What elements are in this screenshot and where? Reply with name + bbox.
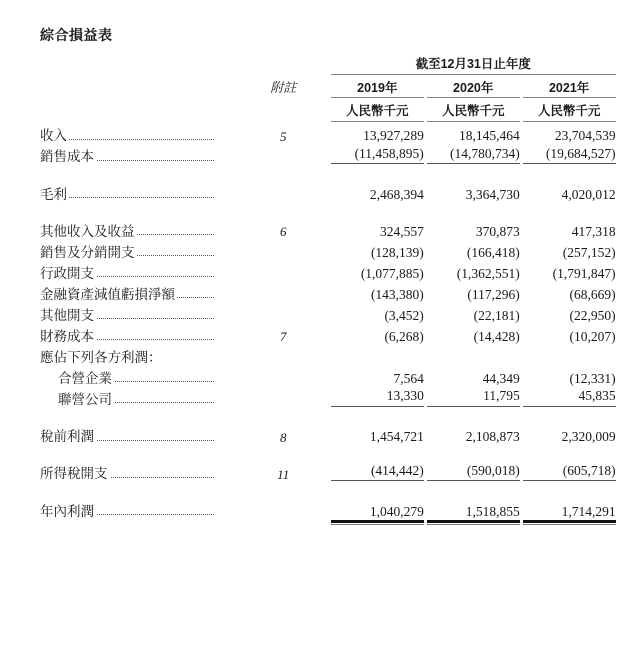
row-value: 7,564 xyxy=(393,370,424,386)
row-label-text: 毛利 xyxy=(40,186,67,201)
table-header xyxy=(0,58,633,122)
note-column-header: 附註 xyxy=(270,80,297,95)
row-value: (12,331) xyxy=(569,370,616,386)
row-value: 1,518,855 xyxy=(427,497,520,518)
currency-header-2020: 人民幣千元 xyxy=(441,104,505,118)
row-note-number xyxy=(236,364,331,385)
row-note-number xyxy=(236,280,331,301)
table-row xyxy=(0,343,633,364)
year-header-2020: 2020年 xyxy=(453,80,494,95)
row-value: (22,950) xyxy=(569,307,616,323)
table-row xyxy=(0,497,633,518)
row-note-number xyxy=(236,238,331,259)
row-note-number xyxy=(236,497,331,518)
page-title: 綜合損益表 xyxy=(40,27,113,43)
header-span-row xyxy=(0,58,633,74)
row-value: (68,669) xyxy=(569,286,616,302)
row-value xyxy=(427,343,520,364)
row-value: (11,458,895) xyxy=(331,143,424,164)
row-spacer xyxy=(0,481,633,498)
total-double-rule xyxy=(427,520,520,525)
row-spacer xyxy=(0,406,633,423)
row-note-number: 11 xyxy=(277,466,290,482)
row-label xyxy=(0,497,236,518)
row-label-text: 其他開支 xyxy=(40,307,94,322)
row-value: (117,296) xyxy=(467,286,520,302)
row-label-text: 應佔下列各方利潤： xyxy=(40,349,162,364)
row-value: (14,780,734) xyxy=(427,143,520,164)
table-row xyxy=(0,180,633,201)
row-label-text: 年內利潤 xyxy=(40,503,94,518)
row-value: 324,557 xyxy=(379,223,424,239)
row-label-text: 合營企業 xyxy=(58,370,112,385)
row-value: (14,428) xyxy=(473,328,520,344)
period-header-label: 截至12月31日止年度 xyxy=(415,57,531,71)
row-value: (1,077,885) xyxy=(360,265,424,281)
row-value: 1,714,291 xyxy=(523,497,616,518)
year-header-2019: 2019年 xyxy=(357,80,398,95)
row-note-number xyxy=(236,301,331,322)
row-note-number: 7 xyxy=(279,329,287,344)
row-label-text: 稅前利潤 xyxy=(40,429,94,444)
row-value: (3,452) xyxy=(384,307,424,323)
row-label xyxy=(0,364,236,385)
row-value: 11,795 xyxy=(427,385,520,406)
row-note-number xyxy=(236,343,331,364)
row-label-text: 金融資產減值虧損淨額 xyxy=(40,286,175,301)
row-label-text: 行政開支 xyxy=(40,265,94,280)
table-row xyxy=(0,122,633,143)
row-note-number xyxy=(236,385,331,406)
row-value: (166,418) xyxy=(466,244,520,260)
row-label xyxy=(0,259,236,280)
header-year-row xyxy=(0,75,633,98)
table-row xyxy=(0,460,633,481)
row-value: (143,380) xyxy=(370,286,424,302)
row-value: 4,020,012 xyxy=(561,186,616,202)
row-label xyxy=(0,343,236,364)
table-row xyxy=(0,322,633,343)
income-statement-table xyxy=(0,58,633,518)
row-note-number xyxy=(236,259,331,280)
header-currency-row xyxy=(0,98,633,121)
row-label xyxy=(0,143,236,164)
row-value: (128,139) xyxy=(370,244,424,260)
row-label xyxy=(0,280,236,301)
row-label-text: 收入 xyxy=(40,128,67,143)
row-label-text: 銷售成本 xyxy=(40,149,94,164)
row-value: (590,018) xyxy=(427,460,520,481)
row-value: 1,040,279 xyxy=(331,497,424,518)
total-double-rule xyxy=(523,520,616,525)
row-note-number xyxy=(236,180,331,201)
row-label xyxy=(0,301,236,322)
table-row xyxy=(0,385,633,406)
row-spacer xyxy=(0,201,633,217)
row-label-text: 其他收入及收益 xyxy=(40,223,135,238)
row-label-text: 銷售及分銷開支 xyxy=(40,244,135,259)
row-value: 23,704,539 xyxy=(554,128,616,143)
row-value: (1,791,847) xyxy=(552,265,616,281)
row-value: 2,468,394 xyxy=(369,186,424,202)
year-header-2021: 2021年 xyxy=(548,80,590,95)
row-label-text: 聯營公司 xyxy=(58,391,112,406)
total-double-rule xyxy=(331,520,424,525)
table-row xyxy=(0,238,633,259)
row-label xyxy=(0,238,236,259)
row-value: 417,318 xyxy=(571,223,616,239)
row-note-number: 5 xyxy=(279,128,287,144)
table-row xyxy=(0,364,633,385)
row-value: 18,145,464 xyxy=(458,128,520,143)
row-value xyxy=(523,343,616,364)
row-value: 370,873 xyxy=(475,223,520,239)
row-value: (10,207) xyxy=(569,328,616,344)
table-row xyxy=(0,217,633,238)
row-spacer xyxy=(0,164,633,181)
row-label-text: 所得稅開支 xyxy=(40,466,108,481)
row-value: (1,362,551) xyxy=(456,265,520,281)
row-value: (605,718) xyxy=(523,460,616,481)
row-value: 44,349 xyxy=(482,370,520,386)
currency-header-2019: 人民幣千元 xyxy=(346,104,409,118)
row-value: 13,927,289 xyxy=(363,128,424,143)
currency-header-2021: 人民幣千元 xyxy=(537,104,601,118)
row-value: (414,442) xyxy=(331,460,424,481)
row-value: 3,364,730 xyxy=(465,186,520,202)
table-body xyxy=(0,122,633,519)
row-note-number: 8 xyxy=(279,429,287,445)
row-value: (257,152) xyxy=(562,244,616,260)
row-value: (22,181) xyxy=(473,307,520,323)
row-note-number: 6 xyxy=(279,224,287,239)
row-label-text: 財務成本 xyxy=(40,328,94,343)
row-value: 2,320,009 xyxy=(561,429,616,444)
row-value: 45,835 xyxy=(523,385,616,406)
row-value xyxy=(331,343,424,364)
row-label xyxy=(0,322,236,343)
row-label xyxy=(0,180,236,201)
row-label xyxy=(0,217,236,238)
table-row xyxy=(0,280,633,301)
row-value: 2,108,873 xyxy=(465,429,520,444)
row-label xyxy=(0,122,236,143)
row-value: 13,330 xyxy=(331,385,424,406)
table-row xyxy=(0,423,633,444)
row-note-number xyxy=(236,143,331,164)
table-row xyxy=(0,259,633,280)
row-label xyxy=(0,423,236,444)
row-label xyxy=(0,460,236,481)
table-row xyxy=(0,301,633,322)
row-value: 1,454,721 xyxy=(369,429,424,444)
header-spacer-note xyxy=(236,58,331,74)
row-label xyxy=(0,385,236,406)
table-row xyxy=(0,143,633,164)
row-value: (19,684,527) xyxy=(523,143,616,164)
header-spacer-label xyxy=(0,58,236,74)
row-spacer xyxy=(0,444,633,460)
row-value: (6,268) xyxy=(384,328,424,344)
